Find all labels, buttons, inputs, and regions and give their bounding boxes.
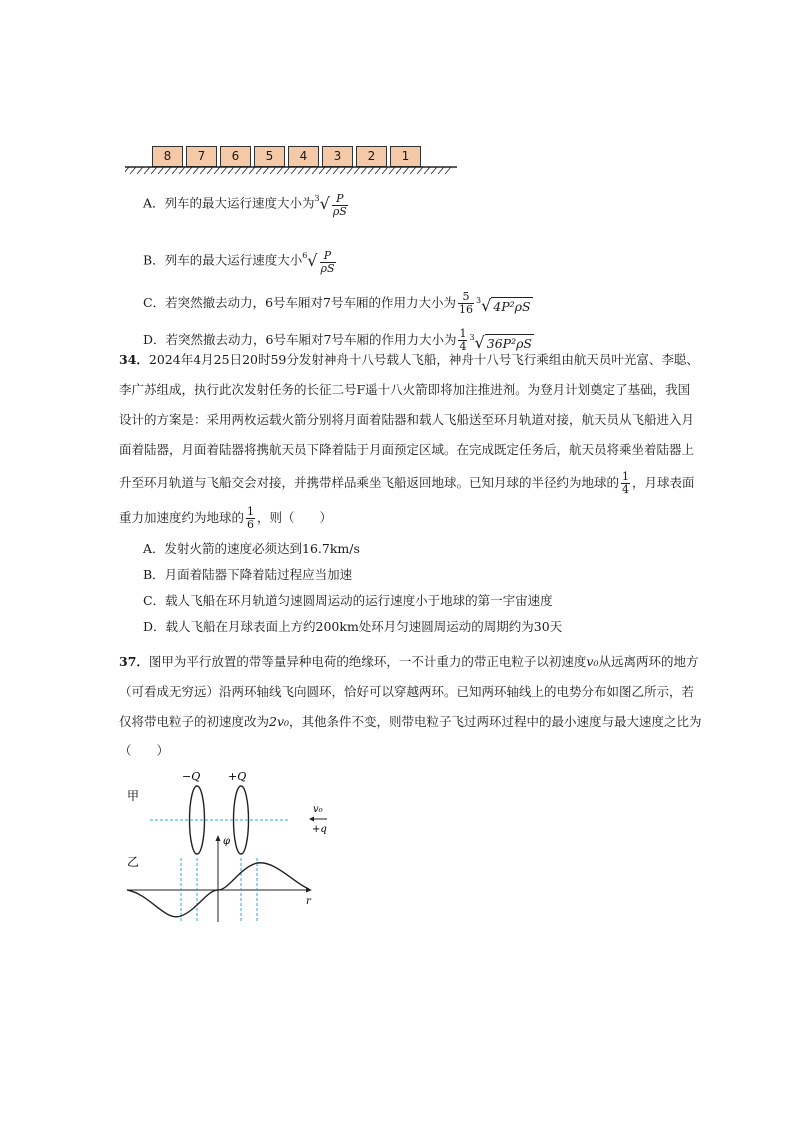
label-plus-q-particle: +q xyxy=(312,824,327,835)
velocity-arrowhead xyxy=(309,817,314,822)
q34-option-a: A．发射火箭的速度必须达到16.7km/s xyxy=(143,541,360,556)
label-v0: v₀ xyxy=(313,804,323,815)
train-car: 1 xyxy=(390,146,421,167)
train-car: 2 xyxy=(356,146,387,167)
q34-option-b: B．月面着陆器下降着陆过程应当加速 xyxy=(143,567,353,582)
label-yi: 乙 xyxy=(127,855,140,869)
train-car: 8 xyxy=(152,146,183,167)
ground-hatch xyxy=(125,165,465,175)
q37-stem-line4: （ ） xyxy=(119,743,170,758)
q34-stem-line3: 设计的方案是：采用两枚运载火箭分别将月面着陆器和载人飞船送至环月轨道对接，航天员从飞船进入月 xyxy=(119,412,695,427)
label-jia: 甲 xyxy=(127,789,140,803)
q37-stem-line3: 仅将带电粒子的初速度改为2v₀，其他条件不变，则带电粒子飞过两环过程中的最小速度与最大速度之比为 xyxy=(119,714,702,729)
label-phi: φ xyxy=(223,836,231,847)
q34-option-c: C．载人飞船在环月轨道匀速圆周运动的运行速度小于地球的第一宇宙速度 xyxy=(143,593,553,608)
q33-option-a: A．列车的最大运行速度大小为$^3$√ $\frac{P}{\rho S}$ xyxy=(143,192,347,218)
train-car: 3 xyxy=(322,146,353,167)
q34-stem-line1: 34．2024年4月25日20时59分发射神舟十八号载人飞船，神舟十八号飞行乘组由航天员叶光富、李聪、 xyxy=(119,352,699,367)
q34-stem-line6: 重力加速度约为地球的 $\frac{1}{6}$ ，则（ ） xyxy=(119,505,333,531)
train-car: 4 xyxy=(288,146,319,167)
phi-arrowhead xyxy=(216,835,221,841)
q37-stem-line2: （可看成无穷远）沿两环轴线飞向圆环，恰好可以穿越两环。已知两环轴线上的电势分布如图乙所示，若 xyxy=(119,684,695,699)
label-r: r xyxy=(306,896,311,907)
q34-option-d: D．载人飞船在月球表面上方约200km处环月匀速圆周运动的周期约为30天 xyxy=(143,619,563,634)
label-minus-q: −Q xyxy=(182,770,201,783)
q34-stem-line4: 面着陆器，月面着陆器将携航天员下降着陆于月面预定区域。在完成既定任务后，航天员将乘坐着陆器上 xyxy=(119,442,695,457)
q37-stem-line1: 37．图甲为平行放置的带等量异种电荷的绝缘环，一不计重力的带正电粒子以初速度v₀从远离两环的地方 xyxy=(119,654,699,669)
q34-stem-line2: 李广苏组成，执行此次发射任务的长征二号F遥十八火箭即将加注推进剂。为登月计划奠定了基础，我国 xyxy=(119,382,691,397)
q33-option-d: D．若突然撤去动力，6号车厢对7号车厢的作用力大小为 $\frac{1}{4}$ $^3$√ 36P²ρS xyxy=(143,327,532,353)
ring-potential-figure xyxy=(115,762,330,932)
q33-option-c: C．若突然撤去动力，6号车厢对7号车厢的作用力大小为 $\frac{5}{16}$ $^3$√ 4P²ρS xyxy=(143,290,531,316)
q33-option-b: B．列车的最大运行速度大小$^6$√ $\frac{P}{\rho S}$ xyxy=(143,249,335,275)
train-car: 7 xyxy=(186,146,217,167)
label-plus-q: +Q xyxy=(228,770,247,783)
q34-stem-line5: 升至环月轨道与飞船交会对接，并携带样品乘坐飞船返回地球。已知月球的半径约为地球的 $\frac{1}{4}$ ，月球表面 xyxy=(119,470,695,496)
train-car: 6 xyxy=(220,146,251,167)
train-car: 5 xyxy=(254,146,285,167)
